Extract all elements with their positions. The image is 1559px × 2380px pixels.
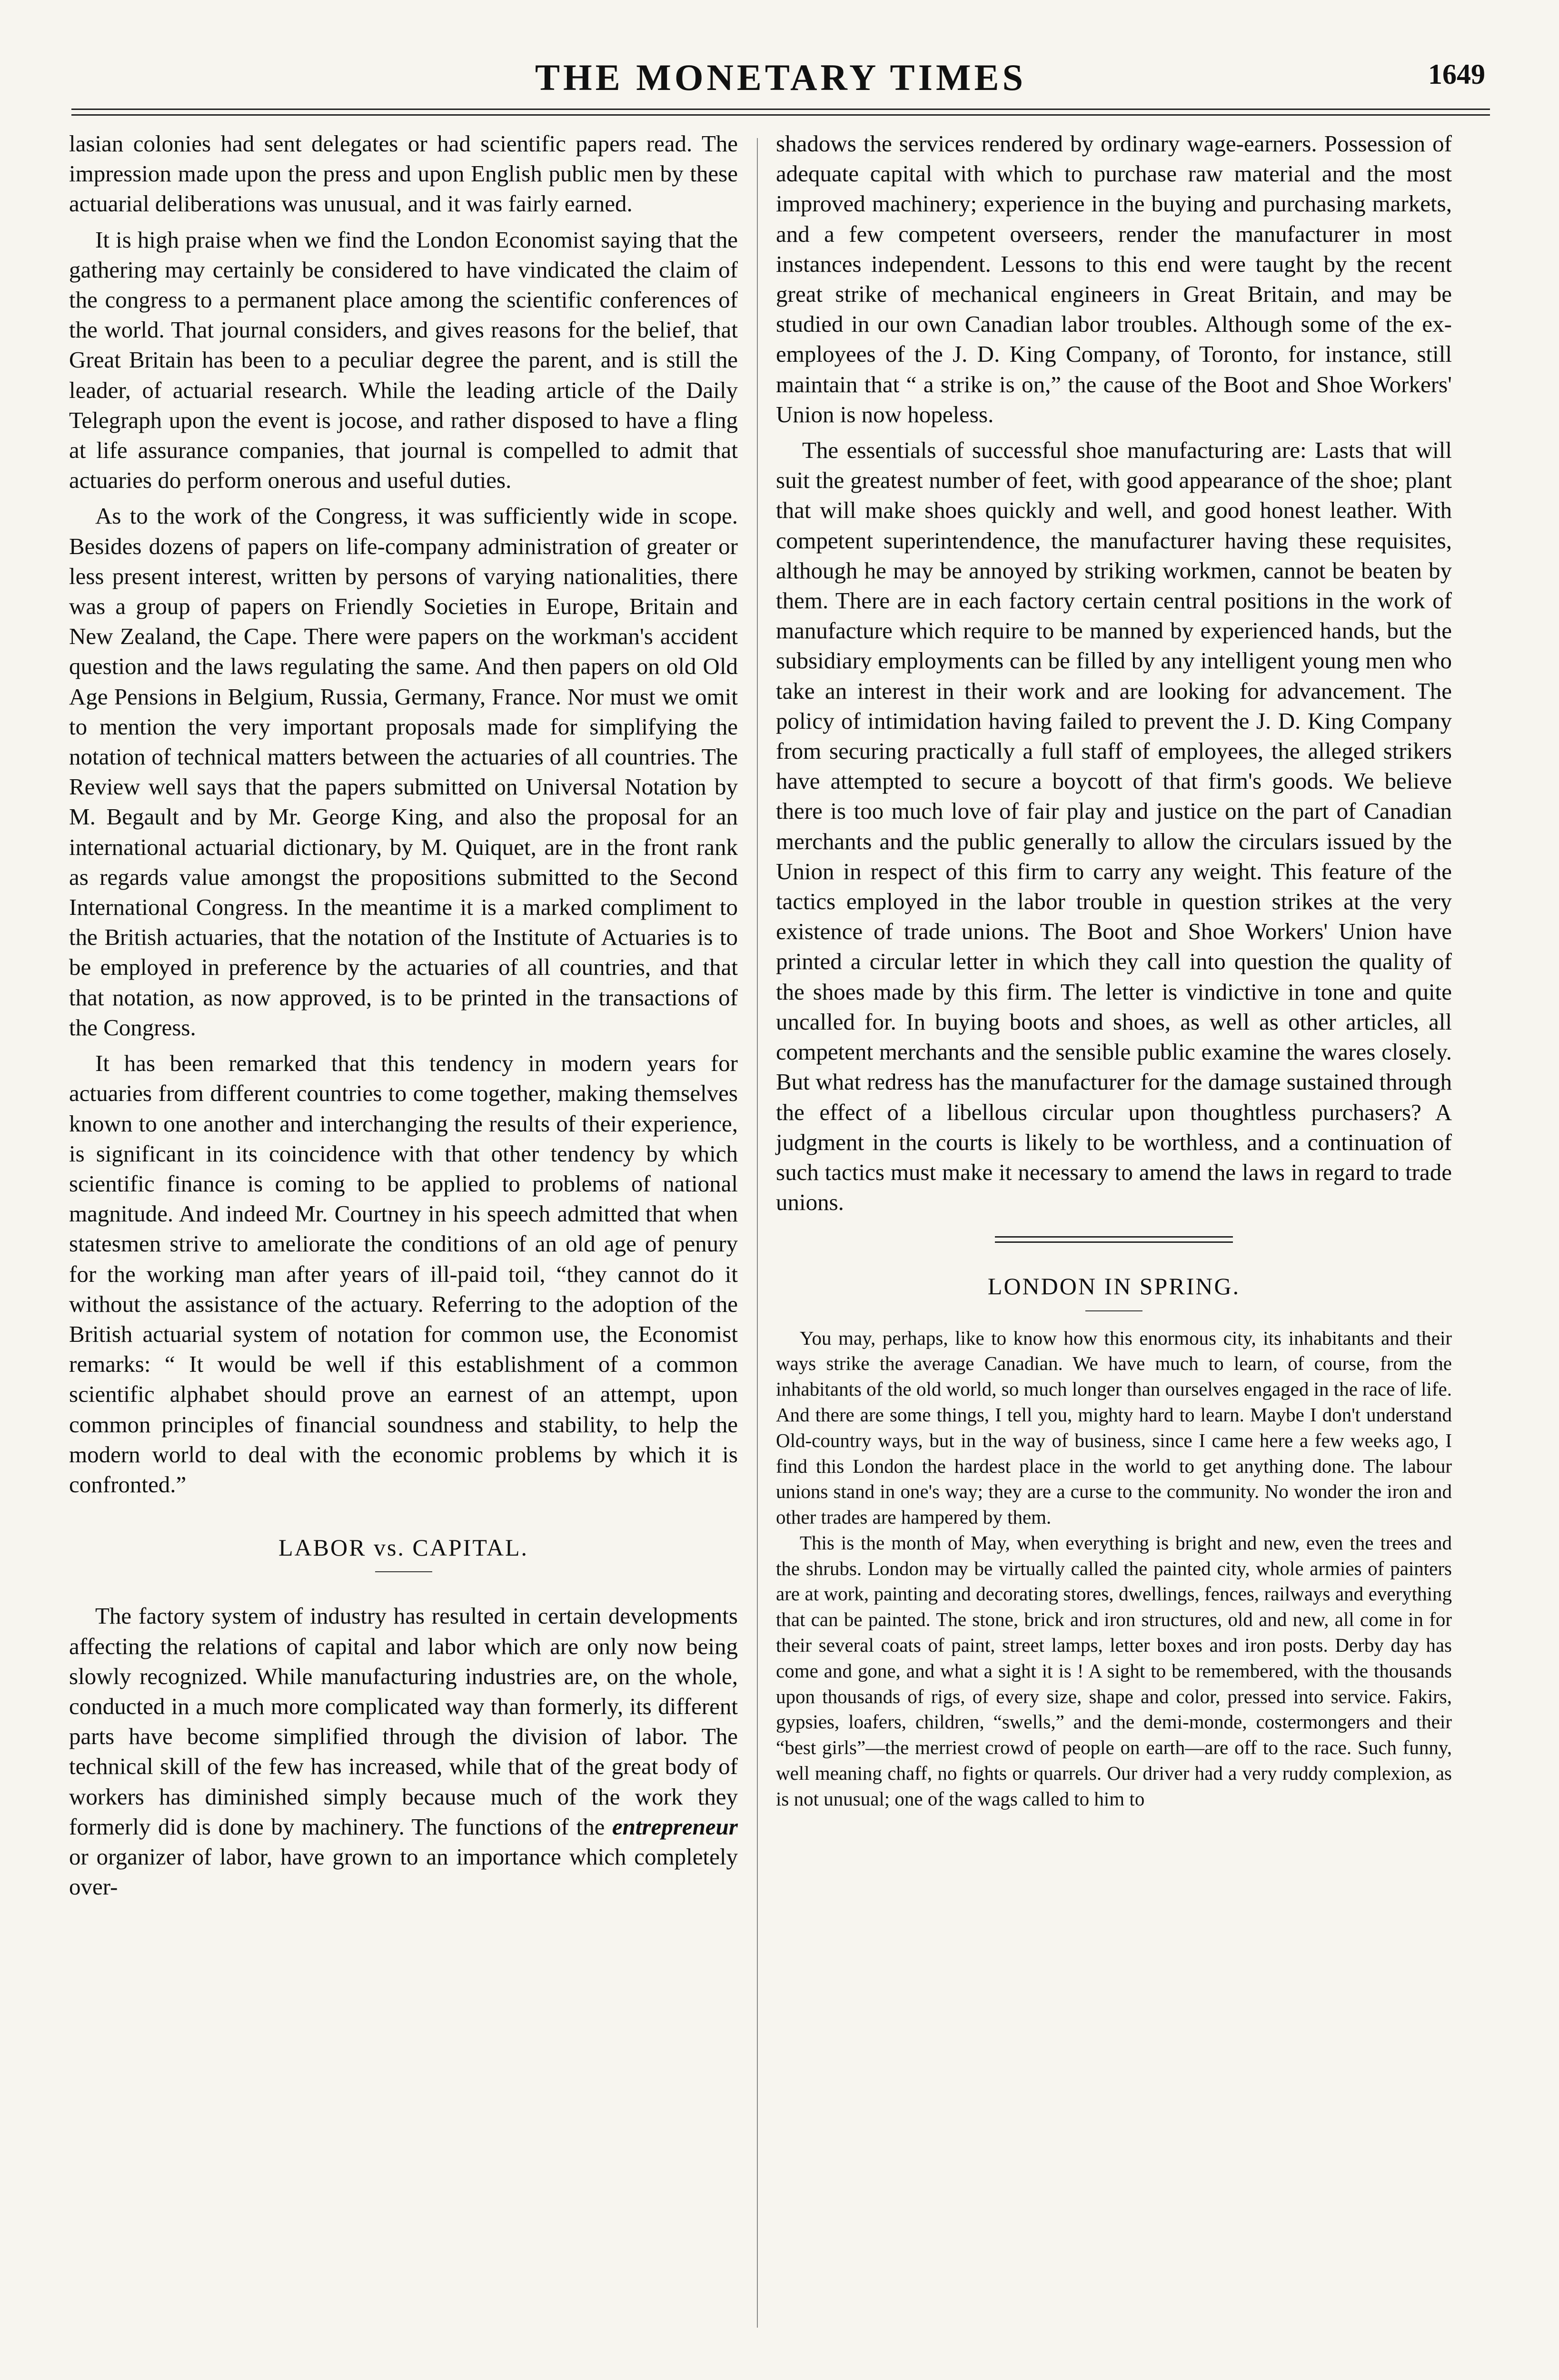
section-heading-labor-vs-capital: LABOR vs. CAPITAL. bbox=[278, 1534, 529, 1561]
paragraph: It is high praise when we find the London Economist saying that the gathering may certainly be considered to have vindicated the claim of the congress to a permanent place among the scientific conferences of the world. That journal considers, and gives reasons for the belief, that Great Britain has been to a peculiar degree the parent, and is still the leader, of actuarial research. While the leading article of the Daily Telegraph upon the event is jocose, and rather disposed to have a fling at life assurance companies, that journal is compelled to admit that actuaries do perform onerous and useful duties. bbox=[69, 226, 738, 494]
paragraph: As to the work of the Congress, it was sufficiently wide in scope. Besides dozens of papers on life-company administration of greater or less present interest, written by persons of varying nationalities, there was a group of papers on Friendly Societies in Europe, Britain and New Zealand, the Cape. There were papers on the workman's accident question and the laws regulating the same. And then papers on old Old Age Pensions in Belgium, Russia, Germany, France. Nor must we omit to mention the very important proposals made for simplifying the notation of technical matters between the actuaries of all countries. The Review well says that the papers submitted on Universal Notation by M. Begault and by Mr. George King, and also the proposal for an international actuarial dictionary, by M. Quiquet, are in the front rank as regards value amongst the propositions submitted to the Second International Congress. In the meantime it is a marked compliment to the British actuaries, that the notation of the Institute of Actuaries is to be employed in preference by the actuaries of all countries, and that that notation, as now approved, is to be printed in the transactions of the Congress. bbox=[69, 503, 738, 1041]
header-rule-top bbox=[71, 109, 1490, 110]
left-column bbox=[69, 129, 738, 1907]
paragraph: shadows the services rendered by ordinary wage-earners. Possession of adequate capital with which to purchase raw material and the most improved machinery; experience in the buying and purchasing markets, and a few competent overseers, render the manufacturer in most instances independent. Lessons to this end were taught by the recent great strike of mechanical engineers in Great Britain, and may be studied in our own Canadian labor troubles. Although some of the ex-employees of the J. D. King Company, of Toronto, for instance, still maintain that “ a strike is on,” the cause of the Boot and Shoe Workers' Union is now hopeless. bbox=[776, 130, 1452, 427]
london-article bbox=[776, 1326, 1452, 1812]
header-rule-bottom bbox=[71, 114, 1490, 116]
heading-rule bbox=[1085, 1310, 1142, 1311]
paragraph bbox=[69, 1601, 738, 1902]
section-heading-london-in-spring: LONDON IN SPRING. bbox=[987, 1273, 1241, 1300]
page-header bbox=[71, 56, 1490, 109]
paragraph: lasian colonies had sent delegates or had scientific papers read. The impression made upon the press and upon English public men by these actuarial deliberations was unusual, and it was fairly earned. bbox=[69, 130, 738, 217]
publication-title: THE MONETARY TIMES bbox=[535, 57, 1026, 98]
page-number: 1649 bbox=[1428, 59, 1485, 90]
paragraph: This is the month of May, when everything is bright and new, even the trees and the shrubs. London may be virtually called the painted city, whole armies of painters are at work, painting and decorating stores, dwellings, fences, railways and everything that can be painted. The stone, brick and iron structures, old and new, all come in for their several coats of paint, street lamps, letter boxes and iron posts. Derby day has come and gone, and what a sight it is ! A sight to be remembered, with the thousands upon thousands of rigs, of every size, shape and color, pressed into service. Fakirs, gypsies, loafers, children, “swells,” and the demi-monde, costermongers and their “best girls”—the merriest crowd of people on earth—are off to the race. Such funny, well meaning chaff, no fights or quarrels. Our driver had a very ruddy complexion, as is not unusual; one of the wags called to him to bbox=[776, 1531, 1452, 1810]
paragraph: The essentials of successful shoe manufacturing are: Lasts that will suit the greatest number of feet, with good appearance of the shoe; plant that will make shoes quickly and well, and good honest leather. With competent superintendence, the manufacturer having these requisites, although he may be annoyed by striking workmen, cannot be beaten by them. There are in each factory certain central positions in the work of manufacture which require to be manned by experienced hands, but the subsidiary employments can be filled by any intelligent young men who take an interest in their work and are looking for advancement. The policy of intimidation having failed to prevent the J. D. King Company from securing practically a full staff of employees, the alleged strikers have attempted to secure a boycott of that firm's goods. We believe there is too much love of fair play and justice on the part of Canadian merchants and the public generally to allow the circulars issued by the Union in respect of this firm to carry any weight. This feature of the tactics employed in the labor trouble in question strikes at the very existence of trade unions. The Boot and Shoe Workers' Union have printed a circular letter in which they call into question the quality of the shoes made by this firm. The letter is vindictive in tone and quite uncalled for. In buying boots and shoes, as well as other articles, all competent merchants and the sensible public examine the wares closely. But what redress has the manufacturer for the damage sustained through the effect of a libellous circular upon thoughtless purchasers? A judgment in the courts is likely to be worthless, and a continuation of such tactics must make it necessary to amend the laws in regard to trade unions. bbox=[776, 437, 1452, 1216]
column-divider bbox=[757, 138, 758, 2328]
heading-rule bbox=[375, 1571, 432, 1572]
paragraph-text: The factory system of industry has resulted in certain developments affecting the relations of capital and labor which are only now being slowly recognized. While manufacturing industries are, on the whole, conducted in a much more complicated way than formerly, its different parts have become simplified through the division of labor. The technical skill of the few has increased, while that of the great body of workers has diminished simply because much of the work they formerly did is done by machinery. The functions of the bbox=[69, 1603, 738, 1840]
right-column bbox=[776, 129, 1452, 1812]
emphasis-text: entrepreneur bbox=[612, 1813, 738, 1840]
paragraph-text: or organizer of labor, have grown to an importance which completely over- bbox=[69, 1843, 738, 1900]
paragraph: It has been remarked that this tendency in modern years for actuaries from different countries to come together, making themselves known to one another and interchanging the results of their experience, is significant in its coincidence with that other tendency by which scientific finance is coming to be applied to problems of national magnitude. And indeed Mr. Courtney in his speech admitted that when statesmen strive to ameliorate the conditions of an old age of penury for the working man after years of ill-paid toil, “they cannot do it without the assistance of the actuary. Referring to the adoption of the British actuarial system of notation for common use, the Economist remarks: “ It would be well if this establishment of a common scientific alphabet should prove an earnest of an attempt, upon common principles of financial soundness and stability, to help the modern world to deal with the economic problems by which it is confronted.” bbox=[69, 1050, 738, 1497]
section-separator-rule bbox=[995, 1236, 1233, 1243]
paragraph: You may, perhaps, like to know how this enormous city, its inhabitants and their ways strike the average Canadian. We have much to learn, of course, from the inhabitants of the old world, so much longer than ourselves engaged in the race of life. And there are some things, I tell you, mighty hard to learn. Maybe I don't understand Old-country ways, but in the way of business, since I came here a few weeks ago, I find this London the hardest place in the world to get anything done. The labour unions stand in one's way; they are a curse to the community. No wonder the iron and other trades are hampered by them. bbox=[776, 1327, 1452, 1528]
